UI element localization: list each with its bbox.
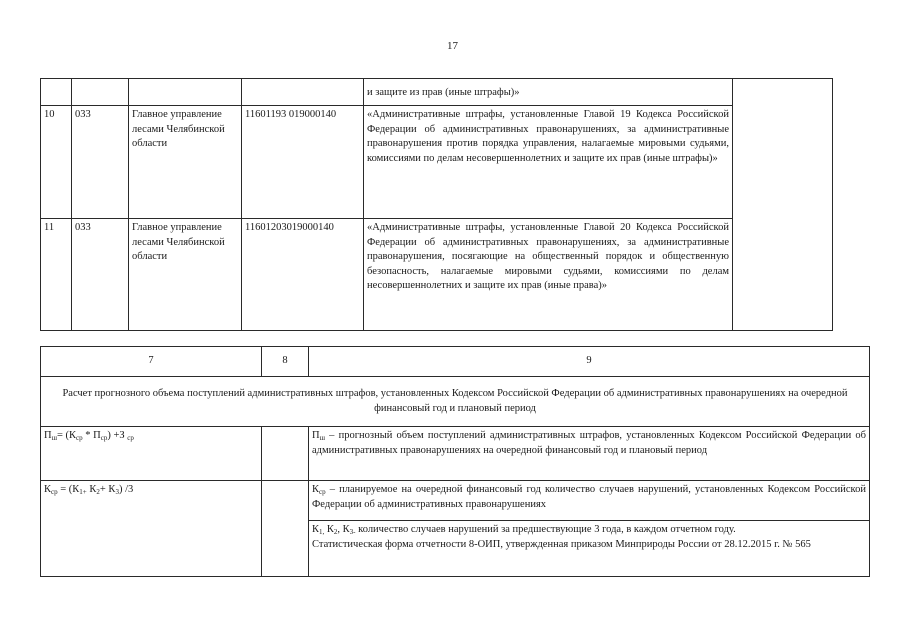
table-row [41,106,833,219]
column-header: 7 [41,347,262,377]
cell-admin: Главное управление лесами Челябинской области [129,219,242,331]
column-header: 8 [262,347,309,377]
table-header-row [41,347,870,377]
description-cell: $П_ш$ – прогнозный объем поступлений административных штрафов, установленных Кодексом Российской Федерации об административных правонарушениях на очередной финансовый год и плановый период [309,427,870,481]
formula-text: $П_ш= (К_{ср} * П_{ср}) +З$ $_{ср}$ [44,430,134,442]
table-row [41,219,833,331]
formula-text: $К_{ср} = (К_{1+}$ $К_2+ К_3$) /3 [44,484,134,496]
section-title-row [41,377,870,427]
cell-code: 033 [72,106,129,219]
formula-cell [41,481,262,577]
page-number: 17 [447,40,458,52]
cell-code [72,79,129,106]
cell-empty [262,481,309,577]
description-cell: $К_{ср}$ – планируемое на очередной финансовый год количество случаев нарушений, установленных Кодексом Российской Федерации об административных правонарушениях [309,481,870,521]
cell-extra [733,79,833,331]
cell-admin: Главное управление лесами Челябинской области [129,106,242,219]
table-row [41,481,870,521]
cell-num: 10 [41,106,72,219]
cell-empty [262,427,309,481]
cell-kbk: 11601193 019000140 [242,106,364,219]
cell-description: и защите из прав (иные штрафы)» [364,79,733,106]
description-cell: $К_{1,}$ $К_2$, $К_{3-}$ количество случаев нарушений за предшествующие 3 года, в каждом отчетном году. Статистическая форма отчетности 8-ОИП, утвержденная приказом Минприроды России от 28.12.2015 г. № 565 [309,521,870,577]
formula-cell [41,427,262,481]
cell-num [41,79,72,106]
cell-kbk [242,79,364,106]
column-header: 9 [309,347,870,377]
cell-kbk: 11601203019000140 [242,219,364,331]
cell-num: 11 [41,219,72,331]
cell-description: «Административные штрафы, установленные Главой 19 Кодекса Российской Федерации об административных правонарушениях, за административные правонарушения против порядка управления, налагаемые мировыми судьями, комиссиями по делам несовершеннолетних и защите их прав (иные штрафы)» [364,106,733,219]
revenue-codes-table [40,78,833,331]
section-title: Расчет прогнозного объема поступлений административных штрафов, установленных Кодексом Российской Федерации об административных правонарушениях на очередной финансовый год и плановый период [41,377,870,427]
cell-description: «Административные штрафы, установленные Главой 20 Кодекса Российской Федерации об административных правонарушениях, за административные правонарушения, посягающие на общественный порядок и общественную безопасность, налагаемые мировыми судьями, комиссиями по делам несовершеннолетних и защите их прав (иные права)» [364,219,733,331]
table-row [41,427,870,481]
calculation-table [40,346,870,577]
table-row [41,79,833,106]
cell-code: 033 [72,219,129,331]
cell-admin [129,79,242,106]
